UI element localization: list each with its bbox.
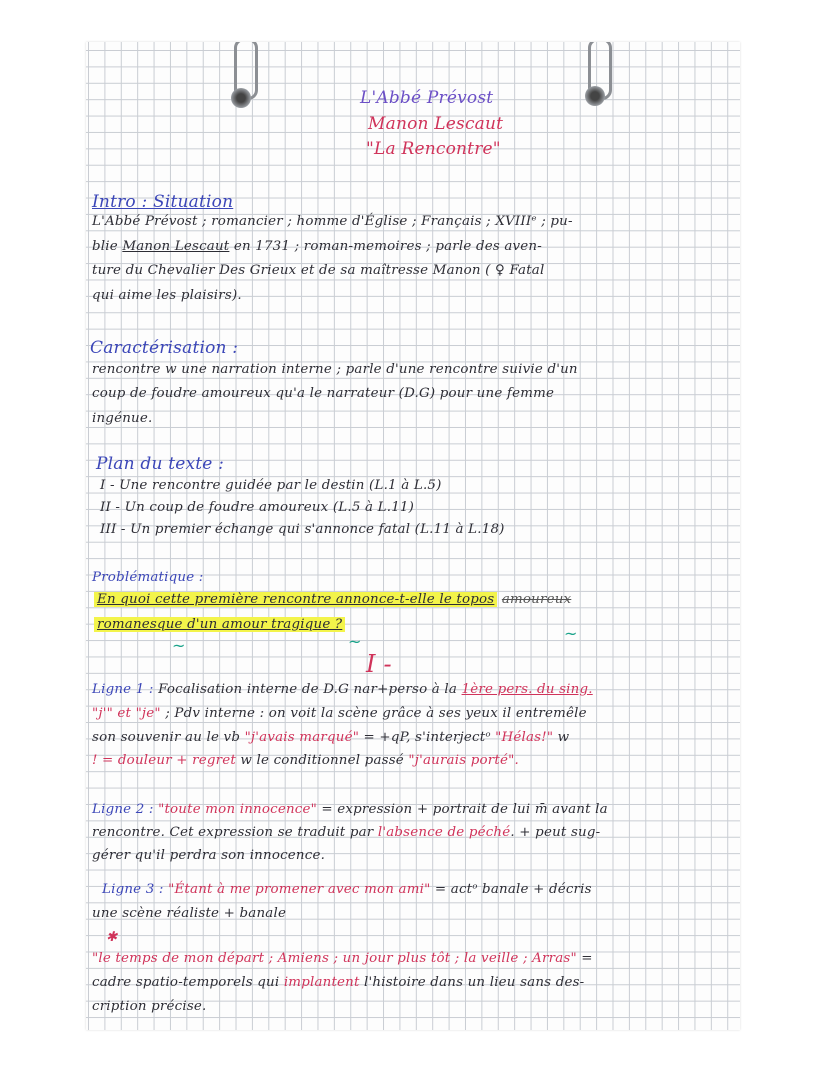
analysis-line1-row3-c: = +qP, s'interjectᵒ — [359, 730, 496, 745]
analysis-line3-text: = actᵒ banale + décris — [430, 882, 592, 897]
characterisation-line-1: rencontre w une narration interne ; parle d'une rencontre suivie d'un — [92, 362, 578, 377]
part-numeral: I - — [366, 650, 392, 678]
characterisation-line-2: coup de foudre amoureux qu'a le narrateur (D.G) pour une femme — [92, 386, 555, 401]
analysis-line1-row3-a: son souvenir au le vb — [92, 730, 245, 745]
analysis-line2-row2-c: . + peut sug- — [510, 825, 601, 840]
intro-book-title: Manon Lescaut — [122, 239, 230, 254]
analysis-line4-row2-a: cadre spatio-temporels qui — [92, 975, 284, 990]
analysis-line2-row2 — [92, 825, 600, 840]
wavy-mark-3: ~ — [564, 624, 578, 643]
header-author: L'Abbé Prévost — [360, 88, 494, 108]
analysis-line4-row2-b: implantent — [283, 975, 360, 990]
plan-item-2: II - Un coup de foudre amoureux (L.5 à L.11) — [100, 500, 415, 515]
analysis-line1-text-b: 1ère pers. du sing. — [461, 682, 593, 697]
analysis-line2-row2-b: l'absence de péché — [377, 825, 511, 840]
analysis-line1-quote: "j'" et "je" — [92, 706, 161, 721]
analysis-line3-quote: "Étant à me promener avec mon ami" — [163, 882, 431, 897]
punch-hole-right — [585, 86, 605, 106]
problematique-line-2 — [94, 617, 345, 632]
analysis-line4-row2 — [92, 975, 584, 990]
analysis-line1-row4-a: ! = douleur + regret — [92, 753, 236, 768]
intro-line-3: ture du Chevalier Des Grieux et de sa maîtresse Manon ( ♀ Fatal — [92, 263, 545, 278]
analysis-line4-quote: "le temps de mon départ ; Amiens ; un jour plus tôt ; la veille ; Arras" — [92, 951, 577, 966]
wavy-mark-1: ~ — [172, 636, 186, 655]
plan-item-1: I - Une rencontre guidée par le destin (L.1 à L.5) — [100, 478, 442, 493]
intro-heading: Intro : Situation — [92, 192, 234, 212]
analysis-line1-row3-b: "j'avais marqué" — [244, 730, 360, 745]
analysis-line1-row1 — [92, 682, 593, 697]
analysis-line2-quote: "toute mon innocence" — [153, 802, 317, 817]
analysis-line1-row3-e: w — [553, 730, 570, 745]
problematique-question-part-1: En quoi cette première rencontre annonce-t-elle le topos — [94, 592, 497, 607]
characterisation-heading: Caractérisation : — [90, 338, 239, 358]
analysis-line1-row4-b: w le conditionnel passé — [235, 753, 409, 768]
analysis-line1-row4-c: "j'aurais porté". — [408, 753, 519, 768]
intro-line-1: L'Abbé Prévost ; romancier ; homme d'Église ; Français ; XVIIIᵉ ; pu- — [92, 214, 573, 229]
problematique-heading: Problématique : — [92, 570, 204, 585]
analysis-line1-row3-d: "Hélas!" — [495, 730, 554, 745]
analysis-line4-row1 — [92, 951, 593, 966]
intro-line-2-a: blie — [92, 239, 123, 254]
plan-item-3: III - Un premier échange qui s'annonce fatal (L.11 à L.18) — [100, 522, 505, 537]
plan-heading: Plan du texte : — [96, 454, 225, 474]
analysis-line2-row3: gérer qu'il perdra son innocence. — [92, 848, 326, 863]
analysis-line2-text: = expression + portrait de lui m̄ avant la — [316, 802, 608, 817]
analysis-line1-row4 — [92, 753, 519, 768]
analysis-line1-row2-text: ; Pdv interne : on voit la scène grâce à ses yeux il entremêle — [160, 706, 587, 721]
problematique-struck-word: amoureux — [501, 592, 572, 607]
analysis-line3-row2: une scène réaliste + banale — [92, 906, 287, 921]
analysis-line4-row2-c: l'histoire dans un lieu sans des- — [359, 975, 585, 990]
problematique-line-1 — [94, 592, 571, 607]
header-book: Manon Lescaut — [368, 114, 504, 134]
analysis-line1-label: Ligne 1 : — [92, 682, 154, 697]
header-excerpt: "La Rencontre" — [366, 139, 501, 159]
analysis-line1-row2 — [92, 706, 587, 721]
problematique-question-part-2: romanesque d'un amour tragique ? — [94, 617, 345, 632]
analysis-line4-row3: cription précise. — [92, 999, 207, 1014]
analysis-line1-row3 — [92, 730, 569, 745]
analysis-line4-star: ✱ — [106, 930, 118, 945]
analysis-line2-row2-a: rencontre. Cet expression se traduit par — [92, 825, 378, 840]
intro-line-4: qui aime les plaisirs). — [92, 288, 242, 303]
analysis-line3-row1 — [102, 882, 592, 897]
intro-line-2-b: en 1731 ; roman-memoires ; parle des aven- — [229, 239, 542, 254]
intro-line-2 — [92, 239, 542, 254]
wavy-mark-2: ~ — [348, 632, 362, 651]
analysis-line4-equals: = — [576, 951, 593, 966]
punch-hole-left — [231, 88, 251, 108]
characterisation-line-3: ingénue. — [92, 411, 153, 426]
analysis-line3-label: Ligne 3 : — [102, 882, 164, 897]
notebook-page — [86, 42, 740, 1030]
analysis-line2-label: Ligne 2 : — [92, 802, 154, 817]
analysis-line2-row1 — [92, 802, 608, 817]
analysis-line1-text-a: Focalisation interne de D.G nar+perso à la — [153, 682, 462, 697]
